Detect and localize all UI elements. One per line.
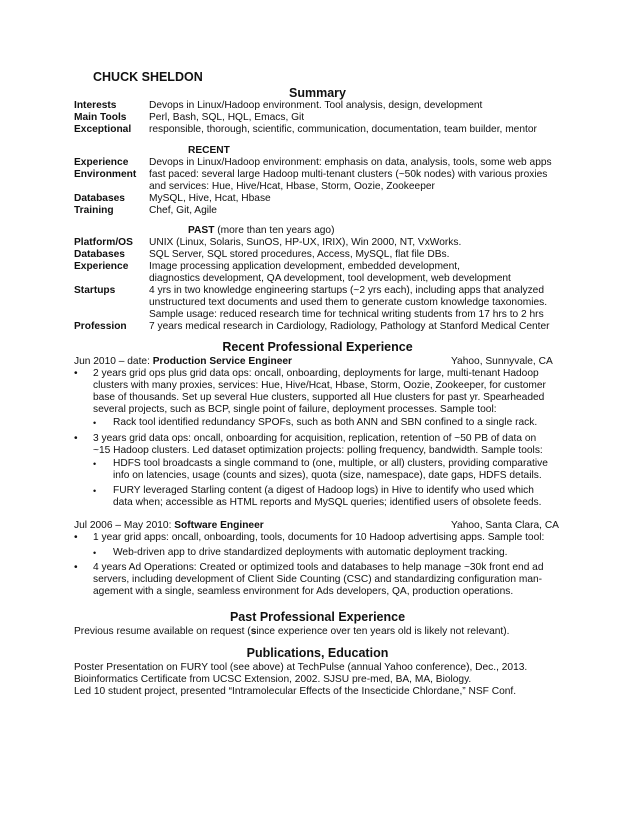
list-item-line: FURY leveraged Starling content (a digest of Hadoop logs) in Hive to identify who used which	[113, 485, 534, 496]
past-row-value: 7 years medical research in Cardiology, Radiology, Pathology at Stanford Medical Center	[149, 321, 550, 332]
past-row-key: Experience	[74, 261, 129, 272]
recent-row-value: Chef, Git, Agile	[149, 205, 217, 216]
summary-row-key: Exceptional	[74, 124, 132, 135]
job-dates: Jun 2010 – date:	[74, 356, 150, 367]
past-experience-text-b: s	[250, 626, 257, 637]
past-row-key: Profession	[74, 321, 127, 332]
recent-row-key: Environment	[74, 169, 137, 180]
list-item-line: 1 year grid apps: oncall, onboarding, tools, documents for 10 Hadoop advertising apps. Sample tool:	[93, 532, 545, 543]
past-heading-title: PAST	[188, 225, 215, 236]
list-item-line: base of thousands. Set up several Hue clusters, supported all Hue clusters for past yr. Spearheaded	[93, 392, 545, 403]
bullet-icon: •	[74, 562, 78, 573]
past-row-key: Startups	[74, 285, 116, 296]
past-heading-note: (more than ten years ago)	[217, 225, 335, 236]
bullet-icon: •	[74, 368, 78, 379]
publications-heading: Publications, Education	[246, 646, 389, 660]
list-item-line: HDFS tool broadcasts a single command to (one, multiple, or all) clusters, providing comparative	[113, 458, 548, 469]
past-row-key: Databases	[74, 249, 125, 260]
recent-row-key: Training	[74, 205, 114, 216]
list-item-line: 3 years grid data ops: oncall, onboarding for acquisition, replication, retention of ~50 PB of data on	[93, 433, 537, 444]
bullet-icon: •	[93, 486, 97, 496]
past-row-value: 4 yrs in two knowledge engineering startups (~2 yrs each), including apps that analyzed	[149, 285, 544, 296]
past-row-value: Sample usage: reduced research time for technical writing students from 17 hrs to 2 hrs	[149, 309, 544, 320]
list-item-line: ~15 Hadoop clusters. Led dataset optimization projects: polling frequency, bandwidth. Sample tools:	[93, 445, 543, 456]
past-row-value: diagnostics development, QA development, tool development, web development	[149, 273, 511, 284]
bullet-icon: •	[93, 548, 97, 558]
past-row-key: Platform/OS	[74, 237, 133, 248]
past-experience-text-a: Previous resume available on request (	[74, 626, 251, 637]
summary-row-key: Main Tools	[74, 112, 127, 123]
recent-experience-heading: Recent Professional Experience	[222, 340, 413, 354]
recent-row-key: Experience	[74, 157, 129, 168]
bullet-icon: •	[74, 433, 78, 444]
job-header	[74, 356, 561, 368]
candidate-name: CHUCK SHELDON	[93, 70, 203, 84]
recent-heading: RECENT	[188, 145, 230, 156]
publication-line: Bioinformatics Certificate from UCSC Extension, 2002. SJSU pre-med, BA, MA, Biology.	[74, 674, 472, 685]
bullet-icon: •	[93, 418, 97, 428]
list-item-line: Rack tool identified redundancy SPOFs, such as both ANN and SBN confined to a single rack.	[113, 417, 538, 428]
list-item-line: Web-driven app to drive standardized deployments with automatic deployment tracking.	[113, 547, 508, 558]
summary-row-value: Devops in Linux/Hadoop environment. Tool analysis, design, development	[149, 100, 483, 111]
recent-row-value: Devops in Linux/Hadoop environment: emphasis on data, analysis, tools, some web apps	[149, 157, 552, 168]
job-title: Production Service Engineer	[152, 356, 293, 367]
summary-row-value: Perl, Bash, SQL, HQL, Emacs, Git	[149, 112, 305, 123]
list-item-line: 4 years Ad Operations: Created or optimized tools and databases to help manage ~30k front end ad	[93, 562, 544, 573]
recent-row-value: and services: Hue, Hive/Hcat, Hbase, Storm, Oozie, Zookeeper	[149, 181, 435, 192]
summary-heading: Summary	[289, 86, 346, 100]
summary-row-value: responsible, thorough, scientific, communication, documentation, team builder, mentor	[149, 124, 537, 135]
past-experience-heading: Past Professional Experience	[229, 610, 406, 624]
list-item-line: info on latencies, usage (counts and sizes), quota (size, namespace), date gaps, HDFS details.	[113, 470, 542, 481]
recent-row-value: fast paced: several large Hadoop multi-tenant clusters (~50k nodes) with various proxies	[149, 169, 548, 180]
list-item-line: several projects, such as BCP, single point of failure, deployment processes. Sample tool:	[93, 404, 497, 415]
list-item-line: data when; accessible as HTML reports and MySQL queries; identified users of obsolete feeds.	[113, 497, 542, 508]
past-row-value: Image processing application development, embedded development,	[149, 261, 460, 272]
job-location: Yahoo, Santa Clara, CA	[451, 520, 559, 531]
list-item-line: 2 years grid ops plus grid data ops: oncall, onboarding, deployments for large, multi-tenant Hadoop	[93, 368, 539, 379]
past-row-value: SQL Server, SQL stored procedures, Access, MySQL, flat file DBs.	[149, 249, 450, 260]
recent-row-value: MySQL, Hive, Hcat, Hbase	[149, 193, 271, 204]
job-dates: Jul 2006 – May 2010:	[74, 520, 172, 531]
job-location: Yahoo, Sunnyvale, CA	[451, 356, 553, 367]
list-item-line: clusters with many proxies, services: Hue, Hive/Hcat, Hbase, Storm, Oozie, Zookeeper, for customer	[93, 380, 546, 391]
bullet-icon: •	[74, 532, 78, 543]
list-item-line: servers, including development of Client Side Counting (CSC) and standardizing configuration man-	[93, 574, 543, 585]
summary-row-key: Interests	[74, 100, 117, 111]
past-experience-text	[74, 626, 564, 638]
recent-row-key: Databases	[74, 193, 125, 204]
past-row-value: unstructured text documents and used them to generate custom knowledge taxonomies.	[149, 297, 548, 308]
past-experience-text-c: ince experience over ten years old is likely not relevant).	[256, 626, 510, 637]
bullet-icon: •	[93, 459, 97, 469]
past-heading	[188, 225, 334, 236]
job-header	[74, 520, 561, 532]
job-title: Software Engineer	[174, 520, 264, 531]
past-row-value: UNIX (Linux, Solaris, SunOS, HP-UX, IRIX), Win 2000, NT, VxWorks.	[149, 237, 462, 248]
publication-line: Led 10 student project, presented “Intramolecular Effects of the Insecticide Chlordane,” NSF Conf.	[74, 686, 517, 697]
list-item-line: agement with a single, seamless environment for Ads developers, QA, production operations.	[93, 586, 514, 597]
publication-line: Poster Presentation on FURY tool (see above) at TechPulse (annual Yahoo conference), Dec., 2013.	[74, 662, 528, 673]
